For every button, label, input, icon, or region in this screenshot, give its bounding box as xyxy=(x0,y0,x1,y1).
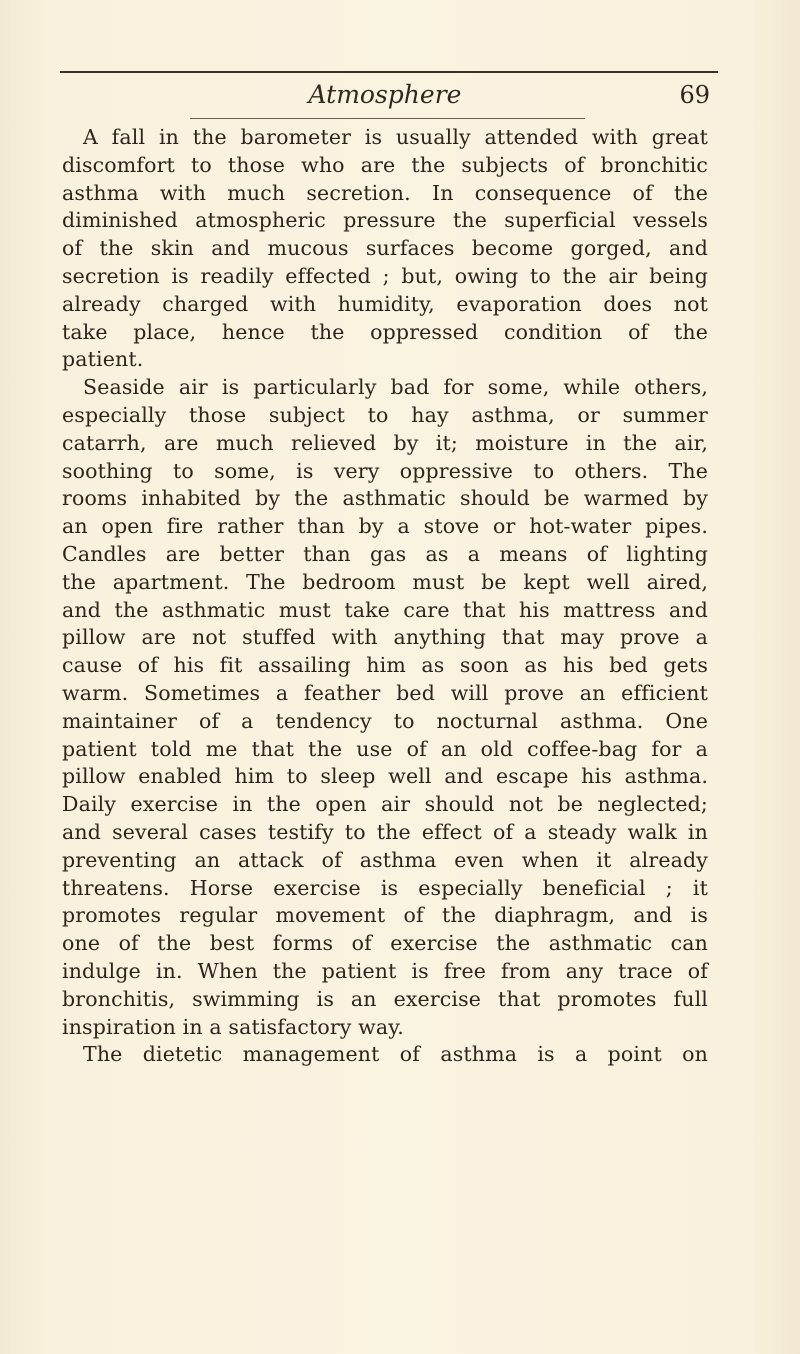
text-line: bronchitis, swimming is an exercise that promotes full xyxy=(62,986,708,1011)
running-title: Atmosphere xyxy=(308,80,462,109)
text-line: especially those subject to hay asthma, or summer xyxy=(62,402,708,427)
text-line: threatens. Horse exercise is especially beneficial ; it xyxy=(62,875,708,900)
text-line: cause of his fit assailing him as soon as his bed gets xyxy=(62,653,708,678)
body-text xyxy=(62,124,708,1069)
text-line: take place, hence the oppressed condition of the xyxy=(62,319,708,344)
top-rule xyxy=(60,71,718,73)
page-number: 69 xyxy=(679,81,710,109)
text-line: catarrh, are much relieved by it; moisture in the air, xyxy=(62,430,708,455)
text-line: maintainer of a tendency to nocturnal asthma. One xyxy=(62,708,708,733)
text-line: Seaside air is particularly bad for some, while others, xyxy=(83,375,708,400)
text-line: already charged with humidity, evaporation does not xyxy=(62,291,708,316)
text-line: patient told me that the use of an old coffee-bag for a xyxy=(62,736,708,761)
text-line: and several cases testify to the effect of a steady walk in xyxy=(62,819,708,844)
text-line: pillow enabled him to sleep well and escape his asthma. xyxy=(62,764,708,789)
text-line: pillow are not stuffed with anything that may prove a xyxy=(62,625,708,650)
text-line: and the asthmatic must take care that his mattress and xyxy=(62,597,708,622)
text-line: soothing to some, is very oppressive to others. The xyxy=(62,458,708,483)
text-line: promotes regular movement of the diaphragm, and is xyxy=(62,903,708,928)
text-line: discomfort to those who are the subjects of bronchitic xyxy=(62,152,708,177)
text-line: one of the best forms of exercise the asthmatic can xyxy=(62,931,708,956)
text-line: patient. xyxy=(62,347,144,372)
text-line: an open fire rather than by a stove or hot-water pipes. xyxy=(62,514,708,539)
text-line: Daily exercise in the open air should not be neglected; xyxy=(62,792,708,817)
text-line: indulge in. When the patient is free from any trace of xyxy=(62,958,708,983)
text-line: the apartment. The bedroom must be kept well aired, xyxy=(62,569,708,594)
text-line: Candles are better than gas as a means of lighting xyxy=(62,541,708,566)
text-line: secretion is readily effected ; but, owing to the air being xyxy=(62,263,708,288)
text-line: warm. Sometimes a feather bed will prove an efficient xyxy=(62,680,708,705)
text-line: preventing an attack of asthma even when it already xyxy=(62,847,708,872)
text-line: The dietetic management of asthma is a point on xyxy=(83,1042,708,1067)
text-line: rooms inhabited by the asthmatic should be warmed by xyxy=(62,486,708,511)
text-line: of the skin and mucous surfaces become gorged, and xyxy=(62,236,708,261)
text-line: inspiration in a satisfactory way. xyxy=(62,1014,404,1039)
page-header xyxy=(60,80,710,110)
text-line: asthma with much secretion. In consequence of the xyxy=(62,180,708,205)
text-line: A fall in the barometer is usually attended with great xyxy=(83,125,708,149)
header-rule xyxy=(190,118,585,119)
text-line: diminished atmospheric pressure the superficial vessels xyxy=(62,208,708,233)
